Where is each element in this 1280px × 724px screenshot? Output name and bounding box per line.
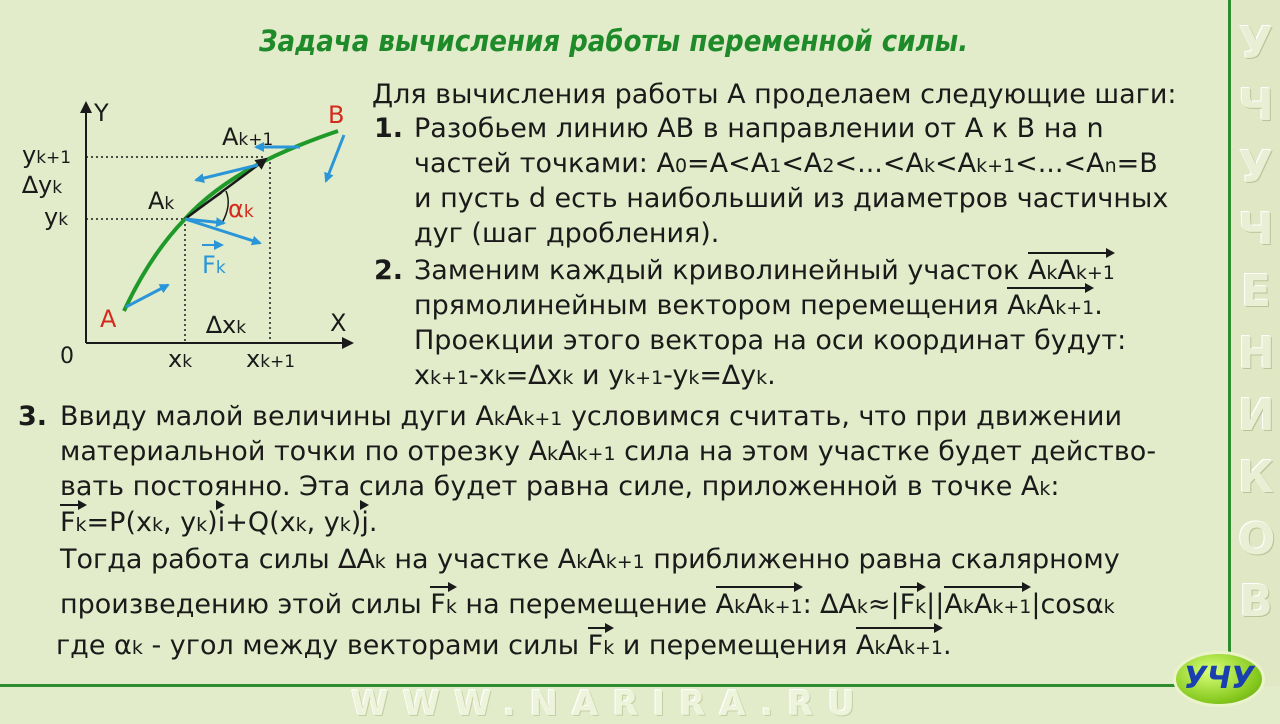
step-2-line-1: Заменим каждый криволинейный участок AkAk+1 (414, 255, 1115, 289)
step-2-line-4: xk+1-xk=∆xk и yk+1-yk=∆yk. (414, 360, 776, 391)
origin-label: 0 (60, 344, 74, 369)
x-k-label: xk (168, 345, 193, 373)
work-diagram (0, 85, 365, 385)
step-3-line-3: вать постоянно. Эта сила будет равна силе, приложенной в точке Ak: (60, 471, 1060, 502)
watermark: WWW.NARIRA.RU (350, 684, 870, 724)
step-3-line-5: Тогда работа силы ∆Ak на участке AkAk+1 приближенно равна скалярному (60, 544, 1120, 575)
step-1-line-1: Разобьем линию AB в направлении от A к B на n (414, 113, 1104, 144)
force-label: Fk (202, 251, 226, 279)
y-k-label: yk (44, 203, 69, 231)
side-letter: О (1238, 514, 1276, 565)
x-k1-label: xk+1 (246, 345, 296, 373)
y-axis-label: Y (94, 99, 109, 127)
angle-ray (185, 193, 222, 219)
step-3-formula-force: Fk=P(xk, yk)i+Q(xk, yk)j. (60, 507, 377, 541)
side-letter: К (1238, 452, 1274, 503)
side-letter: И (1238, 390, 1275, 441)
step-3-line-7: где αk - угол между векторами силы Fk и перемещения AkAk+1. (56, 630, 952, 664)
side-letter: У (1239, 142, 1273, 193)
point-Ak1-label: Ak+1 (222, 123, 274, 151)
point-Ak-label: Ak (148, 187, 175, 215)
alpha-label: αk (228, 195, 254, 223)
step-3-line-1: Ввиду малой величины дуги AkAk+1 условимся считать, что при движении (60, 401, 1122, 432)
dx-label: ∆xk (206, 311, 247, 339)
point-A-label: A (100, 305, 117, 333)
logo-text: УЧУ (1183, 661, 1255, 696)
frame-right-border (1228, 0, 1231, 686)
y-k1-label: yk+1 (22, 141, 72, 169)
side-letter: Н (1238, 328, 1275, 379)
side-letter: Е (1240, 266, 1272, 317)
x-axis-label: X (330, 309, 347, 337)
step-1-line-3: и пусть d есть наибольший из диаметров частичных (414, 183, 1169, 214)
step-3-line-2: материальной точки по отрезку AkAk+1 сила на этом участке будет действо- (60, 436, 1157, 467)
point-B-label: B (328, 101, 345, 129)
dy-label: ∆yk (22, 171, 63, 199)
step-1-number: 1. (374, 113, 404, 144)
side-letter: У (1239, 18, 1273, 69)
logo (1176, 654, 1262, 704)
step-3-formula-work: произведению этой силы Fk на перемещение AkAk+1: ∆Ak≈|Fk||AkAk+1|cosαk (60, 589, 1115, 623)
force-arrow (326, 135, 344, 181)
step-2-number: 2. (374, 255, 404, 286)
step-1-line-4: дуг (шаг дробления). (414, 218, 720, 249)
step-1-line-2: частей точками: A0=A<A1<A2<...<Ak<Ak+1<...<An=B (414, 148, 1158, 179)
side-letter: Ч (1238, 80, 1274, 131)
side-letter: В (1239, 576, 1273, 627)
page-title: Задача вычисления работы переменной силы. (259, 24, 969, 58)
side-letter: Ч (1238, 204, 1274, 255)
step-3-number: 3. (18, 401, 48, 432)
intro-text: Для вычисления работы A проделаем следующие шаги: (372, 79, 1177, 110)
step-2-line-3: Проекции этого вектора на оси координат будут: (414, 325, 1127, 356)
step-2-line-2: прямолинейным вектором перемещения AkAk+1. (414, 290, 1103, 324)
